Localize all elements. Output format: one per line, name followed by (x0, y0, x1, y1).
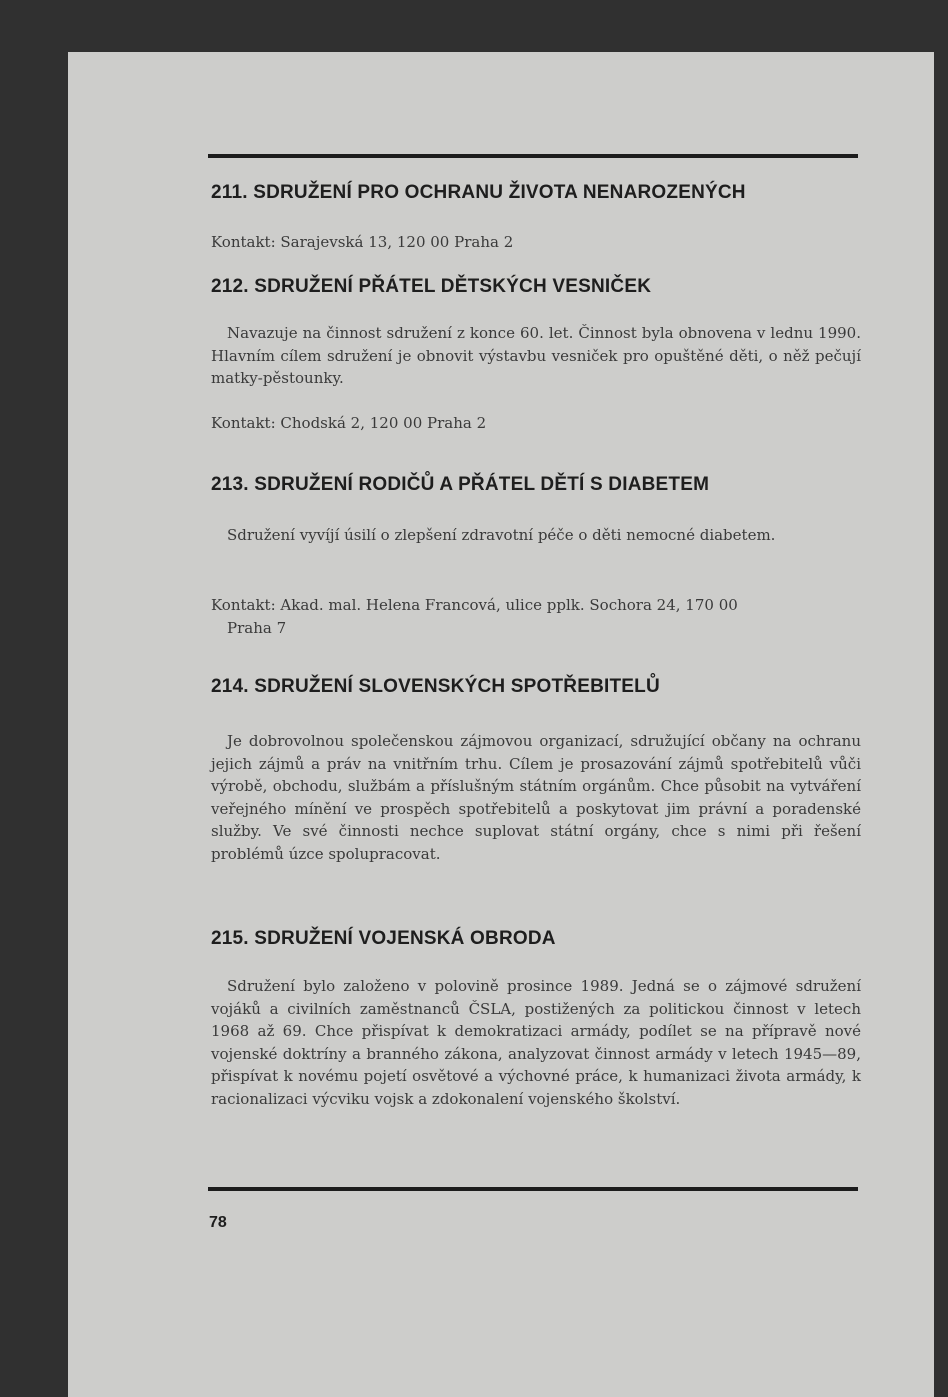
entry-213-contact (211, 594, 871, 639)
entry-212-title: 212. SDRUŽENÍ PŘÁTEL DĚTSKÝCH VESNIČEK (211, 276, 652, 297)
entry-212-description: Navazuje na činnost sdružení z konce 60. let. Činnost byla obnovena v lednu 1990. Hlavním cílem sdružení je obnovit výstavbu vesniček pro opuštěné děti, o něž pečují matky-pěstounky. (211, 324, 861, 387)
entry-213-description: Sdružení vyvíjí úsilí o zlepšení zdravotní péče o děti nemocné diabetem. (227, 526, 776, 544)
entry-215-title: 215. SDRUŽENÍ VOJENSKÁ OBRODA (211, 928, 556, 949)
entry-214-title: 214. SDRUŽENÍ SLOVENSKÝCH SPOTŘEBITELŮ (211, 676, 660, 697)
page-number: 78 (209, 1214, 227, 1231)
entry-211-contact: Kontakt: Sarajevská 13, 120 00 Praha 2 (211, 233, 514, 251)
scanned-page (68, 52, 934, 1397)
entry-213-contact-line2: Praha 7 (227, 618, 287, 637)
top-rule (208, 154, 858, 158)
entry-211-title: 211. SDRUŽENÍ PRO OCHRANU ŽIVOTA NENAROZENÝCH (211, 182, 746, 203)
entry-212-contact: Kontakt: Chodská 2, 120 00 Praha 2 (211, 414, 487, 432)
entry-213-contact-line1: Kontakt: Akad. mal. Helena Francová, ulice pplk. Sochora 24, 170 00 (211, 596, 738, 614)
entry-213-title: 213. SDRUŽENÍ RODIČŮ A PŘÁTEL DĚTÍ S DIABETEM (211, 474, 710, 495)
entry-214-description: Je dobrovolnou společenskou zájmovou organizací, sdružující občany na ochranu jejich zájmů a práv na vnitřním trhu. Cílem je prosazování zájmů spotřebitelů vůči výrobě, obchodu, službám a příslušným státním orgánům. Chce působit na vytváření veřejného mínění ve prospěch spotřebitelů a poskytovat jim právní a poradenské služby. Ve své činnosti nechce suplovat státní orgány, chce s nimi při řešení problémů úzce spolupracovat. (211, 732, 861, 863)
bottom-rule (208, 1187, 858, 1191)
entry-215-description: Sdružení bylo založeno v polovině prosince 1989. Jedná se o zájmové sdružení vojáků a civilních zaměstnanců ČSLA, postižených za politickou činnost v letech 1968 až 69. Chce přispívat k demokratizaci armády, podílet se na přípravě nové vojenské doktríny a branného zákona, analyzovat činnost armády v letech 1945—89, přispívat k novému pojetí osvětové a výchovné práce, k humanizaci života armády, k racionalizaci výcviku vojsk a zdokonalení vojenského školství. (211, 977, 861, 1108)
